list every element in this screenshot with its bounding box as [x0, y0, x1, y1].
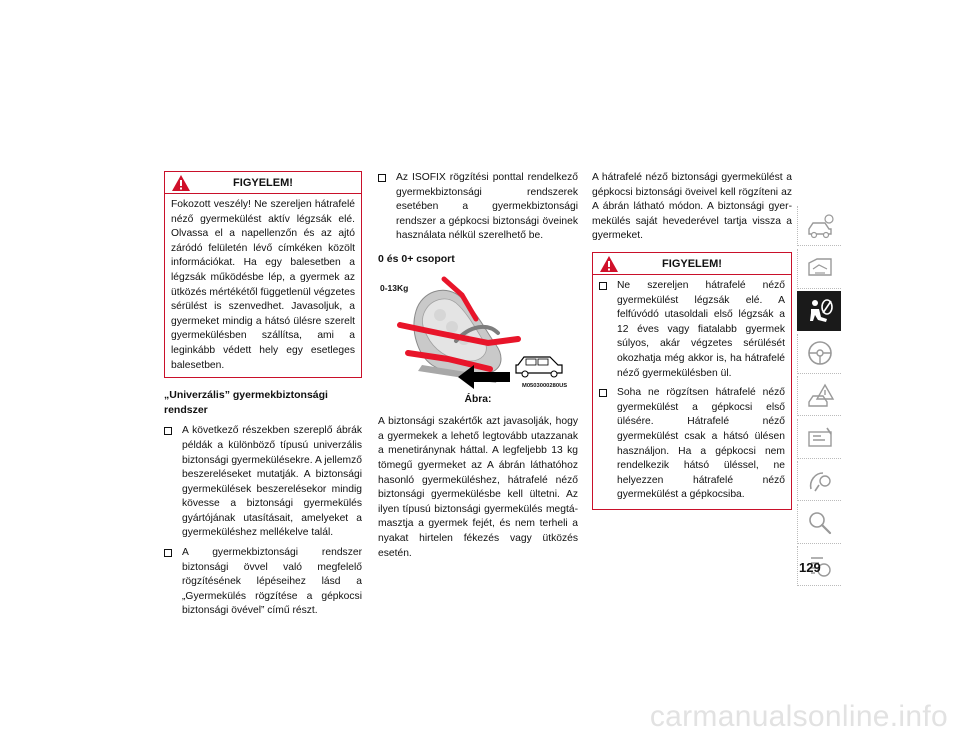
figure-weight-label: 0-13Kg — [380, 282, 409, 293]
child-seat-figure — [378, 273, 578, 391]
page-number: 129 — [799, 560, 821, 575]
chapter-tabs — [797, 206, 841, 589]
tab-index[interactable] — [797, 504, 841, 544]
steering-wheel-icon — [805, 339, 835, 367]
right-column — [592, 171, 792, 510]
warning-title: FIGYELEM! — [233, 177, 293, 189]
warning-box-right — [592, 252, 792, 510]
tab-safety[interactable] — [797, 291, 841, 331]
search-index-icon — [805, 509, 835, 537]
list-item: A gyermekbiztonsági rendszer biztonsági övvel való megfelelő rögzítésének lépéseihez lásd a „Gyermekülés rögzítése a gépkocsi biztonsági övével” című részt. — [164, 546, 362, 619]
airbag-safety-icon — [805, 297, 835, 325]
list-item: Ne szereljen hátrafelé néző gyermekülést légzsák elé. A felfúvódó utasoldali első légzsák a 12 éves vagy fiatalabb gyermek súlyos, akár végzetes sérülését okozhatja még akkor is, ha hátrafelé néző gyermekülésben ül. — [599, 279, 785, 381]
bullet-square-icon — [599, 389, 607, 397]
rear-facing-seat-illustration — [378, 273, 578, 391]
warning-title: FIGYELEM! — [662, 257, 722, 270]
warning-box-left — [164, 171, 362, 378]
hazard-triangle-icon — [805, 382, 835, 410]
tab-maintenance[interactable] — [797, 461, 841, 501]
warning-header — [165, 172, 361, 194]
watermark: carmanualsonline.info — [649, 700, 948, 733]
middle-column — [378, 171, 578, 561]
car-service-icon — [805, 424, 835, 452]
tab-emergency[interactable] — [797, 376, 841, 416]
left-column — [164, 171, 362, 624]
figure-caption: Ábra: — [464, 393, 492, 405]
car-info-icon — [805, 213, 835, 239]
bullet-square-icon — [164, 427, 172, 435]
warning-body — [593, 275, 791, 509]
warning-header — [593, 253, 791, 275]
warning-text: Fokozott veszély! Ne szereljen hátrafelé néző gyermekülést aktív légzsák elé. Olvassa el a napellenzőn és az ajtó záródó felületén lévő címkéken közölt információkat. Ha egy balesetben a légzsák működésbe lép, a gyermek az ütközés mértékétől függetlenül végzetes sérülést is szenvedhet. Javasoljuk, a gyermeket mindig a hátsó ülésre szerelt gyermekülésben szállítsa, ami a leginkább védett hely egy esetleges balesetben. — [171, 199, 355, 371]
list-item: Soha ne rögzítsen hátrafelé néző gyermekülést a gépkocsi első ülésére. Hátrafelé néző gyermekülést csak a hátsó ülésen használjon. Ha a gépkocsi nem rendelkezik hátsó üléssel, ne helyezzen hátrafelé néző gyermekülést a gépkocsiba. — [599, 386, 785, 503]
tab-dashboard[interactable] — [797, 249, 841, 289]
maintenance-icon — [805, 467, 835, 495]
list-item: Az ISOFIX rögzítési ponttal rendelkező gyermekbiztonsági rendszerek esetében a gyermekbiztonsági rendszer a gépkocsi biztonsági öveinek használata nélkül szerelhető be. — [378, 171, 578, 244]
bullet-square-icon — [164, 549, 172, 557]
section-heading-universal: „Univerzális” gyermekbiztonsági rendszer — [164, 389, 328, 416]
paragraph-rear-facing: A biztonsági szakértők azt javasolják, hogy a gyermekek a lehető legtovább utazzanak a menetiránynak háttal. A legfeljebb 13 kg tömegű gyermeket az A ábrán láthatóhoz hasonló gyermeküléshez, hátrafelé néző biztonsági gyermekülésbe kell ültetni. Az ilyen típusú biztonsági gyermekülés megtámasztja a gyermek fejét, és nem terheli a nyakat hirtelen fékezés vagy ütközés esetén. — [378, 416, 578, 559]
tab-service[interactable] — [797, 419, 841, 459]
bullet-square-icon — [378, 174, 386, 182]
figure-code: M0503000280US — [522, 382, 568, 389]
dashboard-lights-icon — [805, 255, 835, 281]
tab-vehicle-info[interactable] — [797, 206, 841, 246]
paragraph-seat-belt: A hátrafelé néző biztonsági gyermekülést a gépkocsi biztonsági öveivel kell rögzíteni az A ábrán látható módon. A biztonsági gyermekülés saját hevederével tartja vissza a gyermeket. — [592, 172, 792, 242]
bullet-square-icon — [599, 282, 607, 290]
group-heading: 0 és 0+ csoport — [378, 252, 455, 265]
tab-driving[interactable] — [797, 334, 841, 374]
list-item: A következő részekben szereplő ábrák példák a különböző típusú univerzális biztonsági gyermekülésekre. A jellemző beszereléseket mutatják. A biztonsági gyermekülések beszerelésekor mindig kövesse a biztonsági gyermekülés gyártójának utasításait, amelyeket a gyermeküléshez mellékelve talál. — [164, 424, 362, 541]
